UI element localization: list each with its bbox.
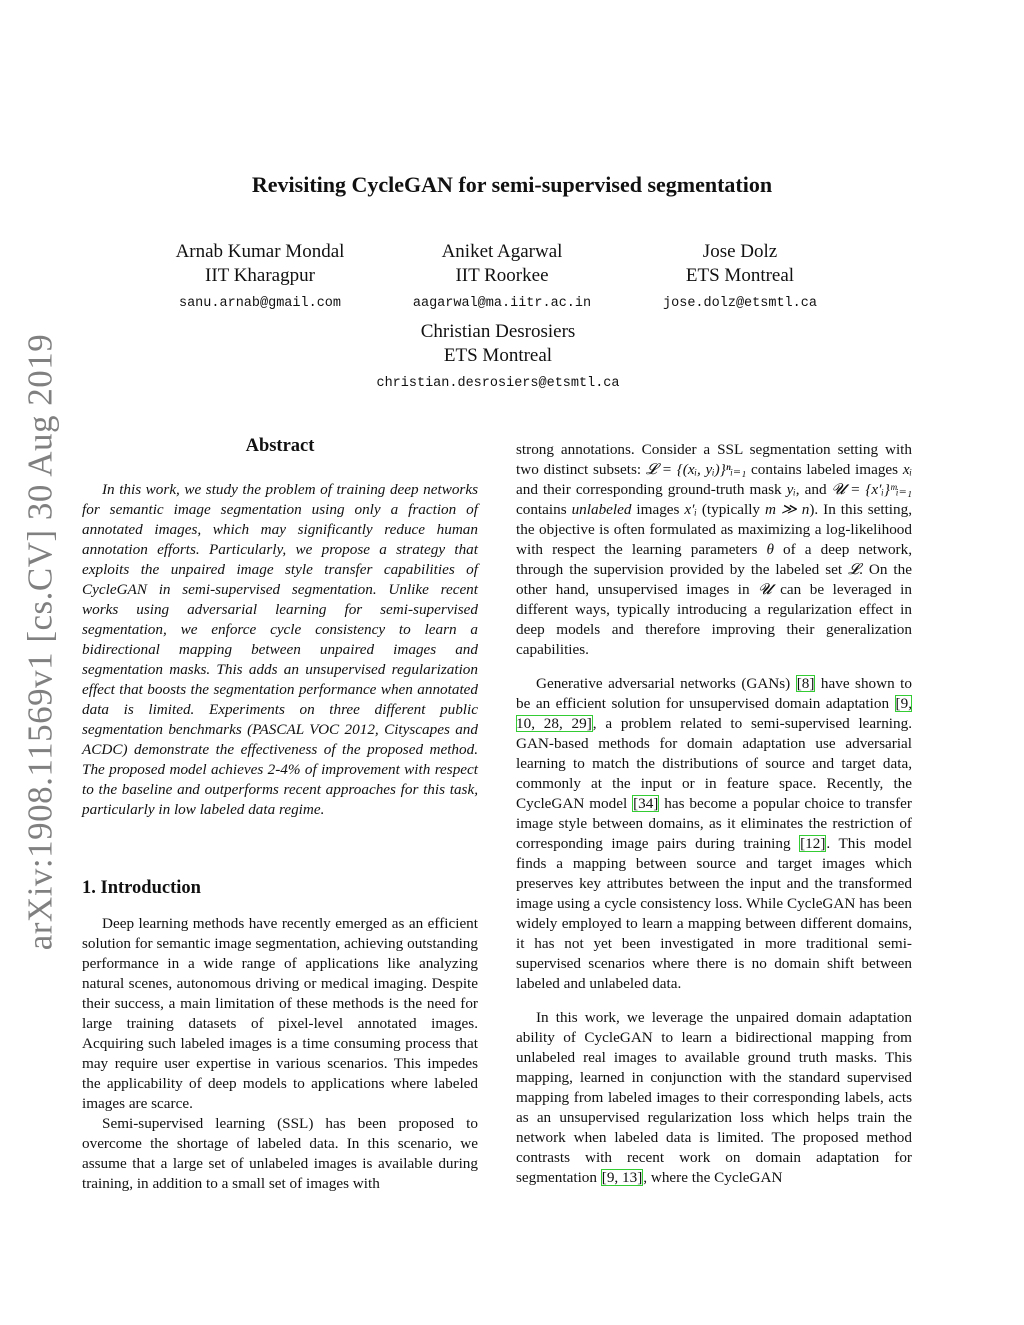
math-xprime: x′ᵢ bbox=[684, 501, 697, 518]
author-email: aagarwal@ma.iitr.ac.in bbox=[412, 296, 592, 311]
right-paragraph-3 bbox=[516, 1008, 912, 1188]
text-run: contains labeled images bbox=[746, 461, 903, 478]
text-run: can be leveraged in different ways, typically introducing a regularization effect in deep models and therefore improving their generalization capabilities. bbox=[516, 581, 912, 658]
intro-heading: 1. Introduction bbox=[82, 878, 201, 898]
paper-title: Revisiting CycleGAN for semi-supervised segmentation bbox=[251, 172, 773, 197]
math-xi: xᵢ bbox=[902, 461, 912, 478]
math-theta: θ bbox=[766, 541, 774, 558]
emphasis-unlabeled: unlabeled bbox=[571, 501, 632, 518]
text-run: ). In this setting, the objective is often formulated as maximizing a log-likelihood with respect the learning parameters bbox=[516, 501, 912, 558]
author-affiliation: IIT Roorkee bbox=[455, 265, 549, 286]
arxiv-stamp bbox=[0, 333, 80, 951]
author-email: jose.dolz@etsmtl.ca bbox=[663, 296, 817, 311]
abstract-heading: Abstract bbox=[245, 436, 315, 456]
citation-link[interactable]: [12] bbox=[800, 835, 826, 852]
math-labeled-set: 𝓛 = {(xᵢ, yᵢ)}ⁿᵢ₌₁ bbox=[645, 461, 747, 478]
text-run: has become a popular choice to transfer image style between domains, as it eliminates the restriction of corresponding image pairs during training bbox=[516, 795, 912, 852]
arxiv-stamp-text: arXiv:1908.11569v1 [cs.CV] 30 Aug 2019 bbox=[20, 333, 60, 951]
math-unlabeled-set: 𝓤 bbox=[758, 581, 772, 598]
author-name: Arnab Kumar Mondal bbox=[175, 241, 345, 262]
text-run: . This model finds a mapping between source and target images which preserves key attributes between the input and the transformed image using a cycle consistency loss. While CycleGAN has been widely employed to learn a mapping between different domains, it has not yet been investigated in more traditional semi-supervised scenarios where there is no domain shift between labeled and unlabeled data. bbox=[516, 835, 912, 992]
right-paragraph-1 bbox=[516, 440, 912, 660]
math-yi: yᵢ bbox=[786, 481, 796, 498]
author-affiliation: ETS Montreal bbox=[685, 265, 795, 286]
math-m-gg-n: m ≫ n bbox=[765, 501, 810, 518]
text-run: contains bbox=[516, 501, 572, 518]
abstract-text: In this work, we study the problem of training deep networks for semantic image segmentation using only a fraction of annotated images, which may significantly reduce human annotation efforts. Particularly, we propose a strategy that exploits the unpaired image style transfer capabilities of CycleGAN in semi-supervised segmentation. Unlike recent works using adversarial learning for semi-supervised segmentation, we enforce cycle consistency to learn a bidirectional mapping between unpaired images and segmentation masks. This adds an unsupervised regularization effect that boosts the segmentation performance when annotated data is limited. Experiments on three different public segmentation benchmarks (PASCAL VOC 2012, Cityscapes and ACDC) demonstrate the effectiveness of the proposed method. The proposed model achieves 2-4% of improvement with respect to the baseline and outperforms recent approaches for this task, particularly in low labeled data regime. bbox=[82, 481, 478, 818]
author-email: christian.desrosiers@etsmtl.ca bbox=[376, 376, 620, 391]
text-run: and their corresponding ground-truth mask bbox=[516, 481, 787, 498]
intro-paragraph-2: Semi-supervised learning (SSL) has been proposed to overcome the shortage of labeled data. In this scenario, we assume that a large set of unlabeled images is available during training, in addition to a small set of images with bbox=[82, 1115, 478, 1192]
text-run: images bbox=[631, 501, 685, 518]
author-affiliation: ETS Montreal bbox=[443, 345, 553, 366]
text-run: of a deep network, through the supervision provided by the labeled set bbox=[516, 541, 912, 578]
text-run: , where the CycleGAN bbox=[643, 1169, 783, 1186]
right-paragraph-2 bbox=[516, 674, 912, 994]
math-labeled-set: 𝓛 bbox=[848, 561, 860, 578]
text-run: , and bbox=[795, 481, 832, 498]
author-email: sanu.arnab@gmail.com bbox=[178, 296, 342, 311]
citation-link[interactable]: [8] bbox=[796, 675, 815, 692]
text-run: . On the other hand, unsupervised images in bbox=[516, 561, 912, 598]
citation-link[interactable]: [34] bbox=[633, 795, 659, 812]
author-affiliation: IIT Kharagpur bbox=[205, 265, 315, 286]
intro-paragraph-1: Deep learning methods have recently emerged as an efficient solution for semantic image segmentation, achieving outstanding performance in a wide range of applications like analyzing natural scenes, autonomous driving or medical imaging. Despite their success, a main limitation of these methods is the need for large training datasets of pixel-level annotated images. Acquiring such labeled images is a time consuming process that may require user expertise in various scenarios. This impedes the applicability of deep models to applications where labeled images are scarce. bbox=[82, 915, 478, 1112]
author-name: Jose Dolz bbox=[702, 241, 778, 262]
text-run: Generative adversarial networks (GANs) bbox=[536, 675, 796, 692]
author-3 bbox=[580, 240, 900, 314]
text-run: (typically bbox=[696, 501, 765, 518]
citation-link[interactable]: [9, 13] bbox=[601, 1169, 643, 1186]
author-4 bbox=[282, 320, 714, 394]
author-name: Aniket Agarwal bbox=[441, 241, 563, 262]
author-name: Christian Desrosiers bbox=[420, 321, 576, 342]
abstract-body bbox=[82, 480, 478, 820]
citation-link[interactable]: [9, 10, 28, 29] bbox=[516, 695, 912, 732]
intro-column bbox=[82, 914, 478, 1194]
right-column bbox=[516, 440, 912, 1188]
math-unlabeled-set: 𝓤 = {x′ᵢ}ᵐᵢ₌₁ bbox=[831, 481, 912, 498]
text-run: In this work, we leverage the unpaired domain adaptation ability of CycleGAN to learn a bidirectional mapping from unlabeled real images to available ground truth masks. This mapping, learned in conjunction with the standard supervised mapping from labeled images to their corresponding labels, acts as an unsupervised regularization loss which helps train the network when labeled data is limited. The proposed method contrasts with recent work on domain adaptation for segmentation bbox=[516, 1009, 912, 1186]
text-run: , a problem related to semi-supervised learning. GAN-based methods for domain adaptation use adversarial learning to match the distributions of source and target data, commonly at the input or in feature space. Recently, the CycleGAN model bbox=[516, 715, 912, 812]
text-run: have shown to be an efficient solution for unsupervised domain adaptation bbox=[516, 675, 912, 712]
text-run: strong annotations. Consider a SSL segmentation setting with two distinct subsets: bbox=[516, 441, 912, 478]
